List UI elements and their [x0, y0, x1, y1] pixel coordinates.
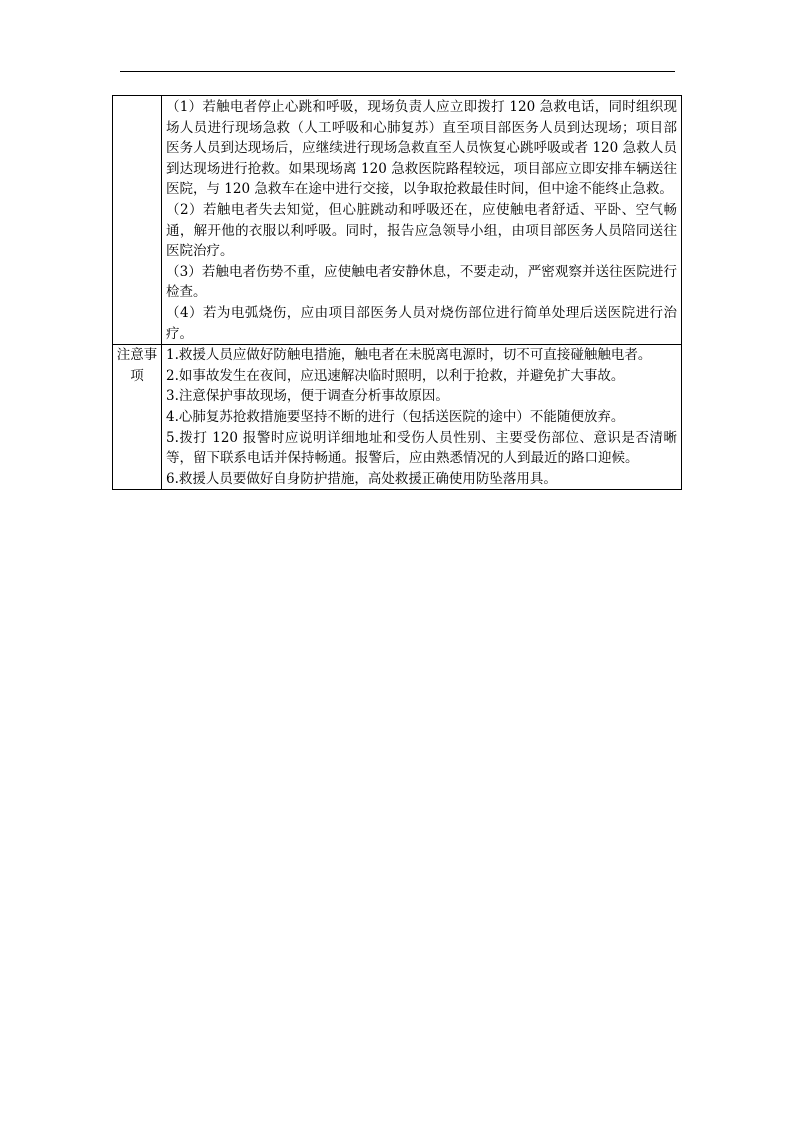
procedure-row [113, 96, 682, 345]
note-item-6: 6.救援人员要做好自身防护措施，高处救援正确使用防坠落用具。 [166, 470, 557, 487]
procedure-paragraph-1: （1）若触电者停止心跳和呼吸，现场负责人应立即拨打 120 急救电话，同时组织现场人员进行现场急救（人工呼吸和心肺复苏）直至项目部医务人员到达现场；项目部医务人员到达现场后，应继续进行现场急救直至人员恢复心跳呼吸或者 120 急救人员到达现场进行抢救。如果现场离 120 急救医院路程较远，项目部应立即安排车辆送往医院，与 120 急救车在途中进行交接，以争取抢救最佳时间，但中途不能终止急救。 [166, 99, 677, 198]
procedure-content-cell [162, 96, 682, 345]
procedure-label-cell [113, 96, 162, 345]
notes-label-cell: 注意事项 [113, 345, 162, 490]
notes-row [113, 345, 682, 490]
note-item-1: 1.救援人员应做好防触电措施，触电者在未脱离电源时，切不可直接碰触触电者。 [166, 347, 652, 364]
note-item-3: 3.注意保护事故现场，便于调查分析事故原因。 [166, 388, 449, 405]
header-rule [120, 71, 675, 72]
note-item-2: 2.如事故发生在夜间，应迅速解决临时照明，以利于抢救，并避免扩大事故。 [166, 367, 625, 384]
procedure-paragraph-4: （4）若为电弧烧伤，应由项目部医务人员对烧伤部位进行简单处理后送医院进行治疗。 [166, 304, 677, 342]
emergency-procedure-table [112, 95, 682, 490]
procedure-paragraph-2: （2）若触电者失去知觉，但心脏跳动和呼吸还在，应使触电者舒适、平卧、空气畅通，解开他的衣服以利呼吸。同时，报告应急领导小组，由项目部医务人员陪同送往医院治疗。 [166, 201, 677, 260]
procedure-paragraph-3: （3）若触电者伤势不重，应使触电者安静休息，不要走动，严密观察并送往医院进行检查。 [166, 263, 677, 301]
notes-content-cell [162, 345, 682, 490]
note-item-5: 5.拨打 120 报警时应说明详细地址和受伤人员性别、主要受伤部位、意识是否清晰等，留下联系电话并保持畅通。报警后，应由熟悉情况的人到最近的路口迎候。 [166, 429, 677, 467]
note-item-4: 4.心肺复苏抢救措施要坚持不断的进行（包括送医院的途中）不能随便放弃。 [166, 408, 625, 425]
